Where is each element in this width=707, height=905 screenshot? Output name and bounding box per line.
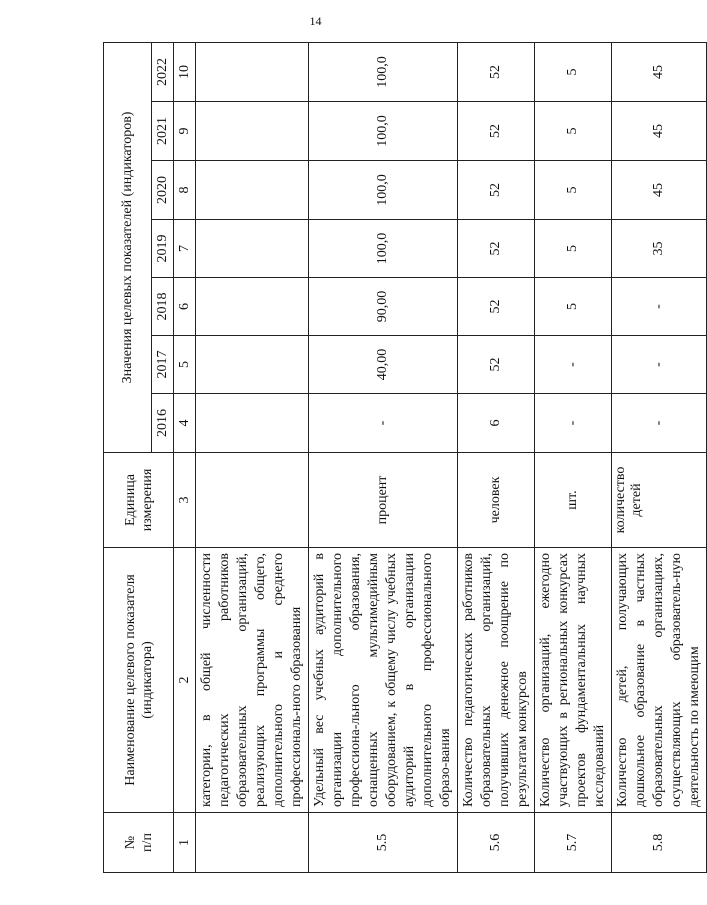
header-values-group: Значения целевых показателей (индикаторов) [104, 42, 152, 452]
index-cell: 10 [174, 42, 196, 101]
table-row [196, 42, 309, 872]
row-value: - [309, 394, 458, 453]
row-value: 5 [535, 278, 612, 336]
row-unit: количество детей [612, 453, 707, 548]
row-value: 100,0 [309, 102, 458, 161]
row-value: 5 [535, 102, 612, 161]
row-value: 52 [458, 220, 535, 278]
header-num: № п/п [104, 813, 174, 873]
row-value: 100,0 [309, 220, 458, 278]
row-value: 5 [535, 220, 612, 278]
table-row [612, 42, 707, 872]
index-cell: 4 [174, 394, 196, 453]
year-2019: 2019 [152, 220, 174, 278]
row-name: Количество организаций, ежегодно участвующих в региональных конкурсах проектов фундаментальных научных исследований [535, 548, 612, 813]
row-unit: процент [309, 453, 458, 548]
row-value: 52 [458, 161, 535, 220]
rotated-table-container [103, 43, 702, 873]
row-value [196, 42, 309, 101]
page-number: 14 [309, 14, 322, 28]
row-value: - [612, 278, 707, 336]
row-value: - [612, 336, 707, 394]
row-value [196, 161, 309, 220]
row-name: Количество детей, получающих дошкольное образование в частных образовательных организациях, осуществляющих образователь-ную деятельность по имеющим [612, 548, 707, 813]
year-2017: 2017 [152, 336, 174, 394]
year-2021: 2021 [152, 102, 174, 161]
row-value: - [535, 336, 612, 394]
row-value [196, 336, 309, 394]
table-row [458, 42, 535, 872]
row-num: 5.6 [458, 813, 535, 873]
index-cell: 8 [174, 161, 196, 220]
index-cell: 1 [174, 813, 196, 873]
index-cell: 2 [174, 548, 196, 813]
row-value: - [535, 394, 612, 453]
row-value: 6 [458, 394, 535, 453]
row-num: 5.8 [612, 813, 707, 873]
index-cell: 5 [174, 336, 196, 394]
row-value: 100,0 [309, 42, 458, 101]
year-2016: 2016 [152, 394, 174, 453]
row-value: 52 [458, 278, 535, 336]
table-row [535, 42, 612, 872]
row-name: Количество педагогических работников образовательных организаций, получивших денежное поощрение по результатам конкурсов [458, 548, 535, 813]
row-value: - [612, 394, 707, 453]
year-2020: 2020 [152, 161, 174, 220]
row-name: Удельный вес учебных аудиторий в организации дополнительного профессиона-льного образования, оснащенных мультимедийным оборудованием, к общему числу учебных аудиторий в организации дополнительного профессионального образо-вания [309, 548, 458, 813]
header-unit: Единица измерения [104, 453, 174, 548]
index-cell: 7 [174, 220, 196, 278]
row-value: 45 [612, 161, 707, 220]
row-unit: шт. [535, 453, 612, 548]
row-value: 100,0 [309, 161, 458, 220]
table-row [309, 42, 458, 872]
row-value: 40,00 [309, 336, 458, 394]
row-value: 52 [458, 102, 535, 161]
row-value: 5 [535, 161, 612, 220]
row-value: 52 [458, 336, 535, 394]
header-row-1 [104, 42, 152, 872]
row-value: 90,00 [309, 278, 458, 336]
row-value [196, 394, 309, 453]
indicators-table [103, 42, 707, 873]
row-name: категории, в общей численности педагогических работников образовательных организаций, реализующих программы общего, дополнительного и среднего профессиональ-ного образования [196, 548, 309, 813]
row-num: 5.5 [309, 813, 458, 873]
row-num [196, 813, 309, 873]
index-cell: 6 [174, 278, 196, 336]
header-name: Наименование целевого показателя (индикатора) [104, 548, 174, 813]
row-num: 5.7 [535, 813, 612, 873]
row-value: 45 [612, 102, 707, 161]
row-value [196, 102, 309, 161]
year-2022: 2022 [152, 42, 174, 101]
index-cell: 3 [174, 453, 196, 548]
row-value: 52 [458, 42, 535, 101]
row-value [196, 220, 309, 278]
row-value [196, 278, 309, 336]
row-unit: человек [458, 453, 535, 548]
row-value: 35 [612, 220, 707, 278]
row-value: 45 [612, 42, 707, 101]
index-row [174, 42, 196, 872]
row-unit [196, 453, 309, 548]
index-cell: 9 [174, 102, 196, 161]
year-2018: 2018 [152, 278, 174, 336]
row-value: 5 [535, 42, 612, 101]
